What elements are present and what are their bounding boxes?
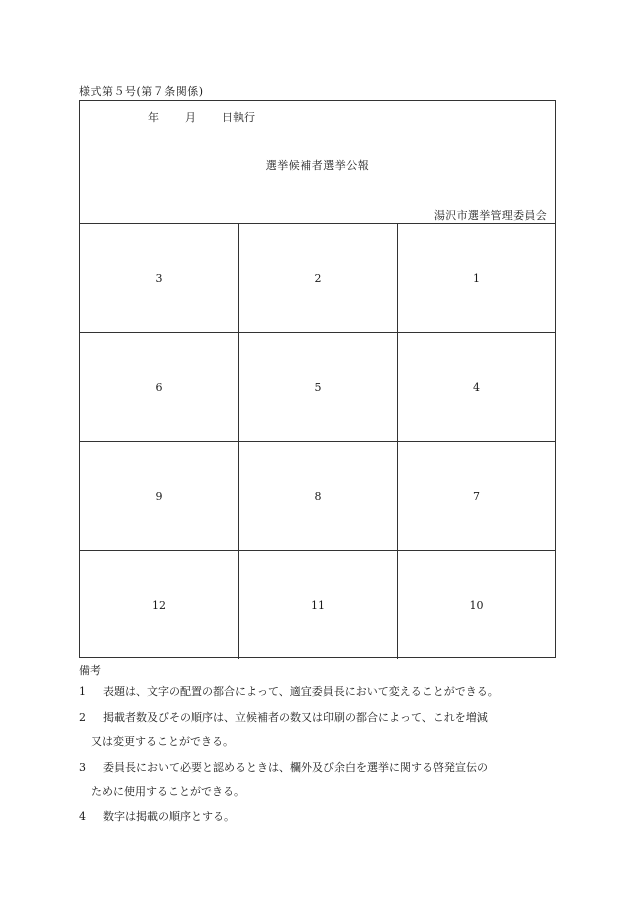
note-continuation: ために使用することができる。 bbox=[91, 785, 245, 798]
candidate-slot: 10 bbox=[469, 598, 484, 612]
candidate-slot: 4 bbox=[398, 333, 555, 442]
candidate-slot: 11 bbox=[239, 551, 398, 659]
candidate-slot: 2 bbox=[239, 224, 398, 333]
form-number-label: 様式第５号(第７条関係) bbox=[79, 85, 204, 98]
candidate-slot: 1 bbox=[398, 224, 555, 333]
note-number: 4 bbox=[79, 810, 86, 823]
note-text: 委員長において必要と認めるときは、欄外及び余白を選挙に関する啓発宣伝の bbox=[103, 761, 488, 774]
candidate-slot: 8 bbox=[239, 442, 398, 551]
candidate-slot: 6 bbox=[80, 333, 239, 442]
candidate-slot: 7 bbox=[398, 442, 555, 551]
note-continuation: 又は変更することができる。 bbox=[91, 735, 234, 748]
bulletin-frame bbox=[79, 100, 556, 658]
note-item bbox=[79, 706, 559, 754]
note-number: 2 bbox=[79, 711, 86, 724]
note-text: 表題は、文字の配置の都合によって、適宜委員長において変えることができる。 bbox=[103, 685, 499, 698]
candidate-slot: 9 bbox=[80, 442, 239, 551]
note-item bbox=[79, 805, 559, 829]
bulletin-title: 選挙候補者選挙公報 bbox=[265, 159, 370, 172]
election-date-line bbox=[148, 109, 255, 125]
candidate-slot: 12 bbox=[80, 551, 239, 659]
candidate-slot: 3 bbox=[80, 224, 239, 333]
year-label: 年 bbox=[148, 111, 159, 124]
note-text: 掲載者数及びその順序は、立候補者の数又は印刷の都合によって、これを増減 bbox=[103, 711, 488, 724]
note-item bbox=[79, 756, 559, 804]
bulletin-header bbox=[80, 101, 555, 224]
notes-heading: 備考 bbox=[79, 664, 101, 677]
month-label: 月 bbox=[185, 111, 196, 124]
note-item bbox=[79, 680, 559, 704]
candidate-slot: 5 bbox=[239, 333, 398, 442]
committee-name: 湯沢市選挙管理委員会 bbox=[434, 209, 547, 222]
day-execution-label: 日執行 bbox=[222, 111, 255, 124]
candidate-grid bbox=[80, 224, 555, 659]
note-number: 1 bbox=[79, 685, 86, 698]
note-text: 数字は掲載の順序とする。 bbox=[103, 810, 235, 823]
note-number: 3 bbox=[79, 761, 86, 774]
